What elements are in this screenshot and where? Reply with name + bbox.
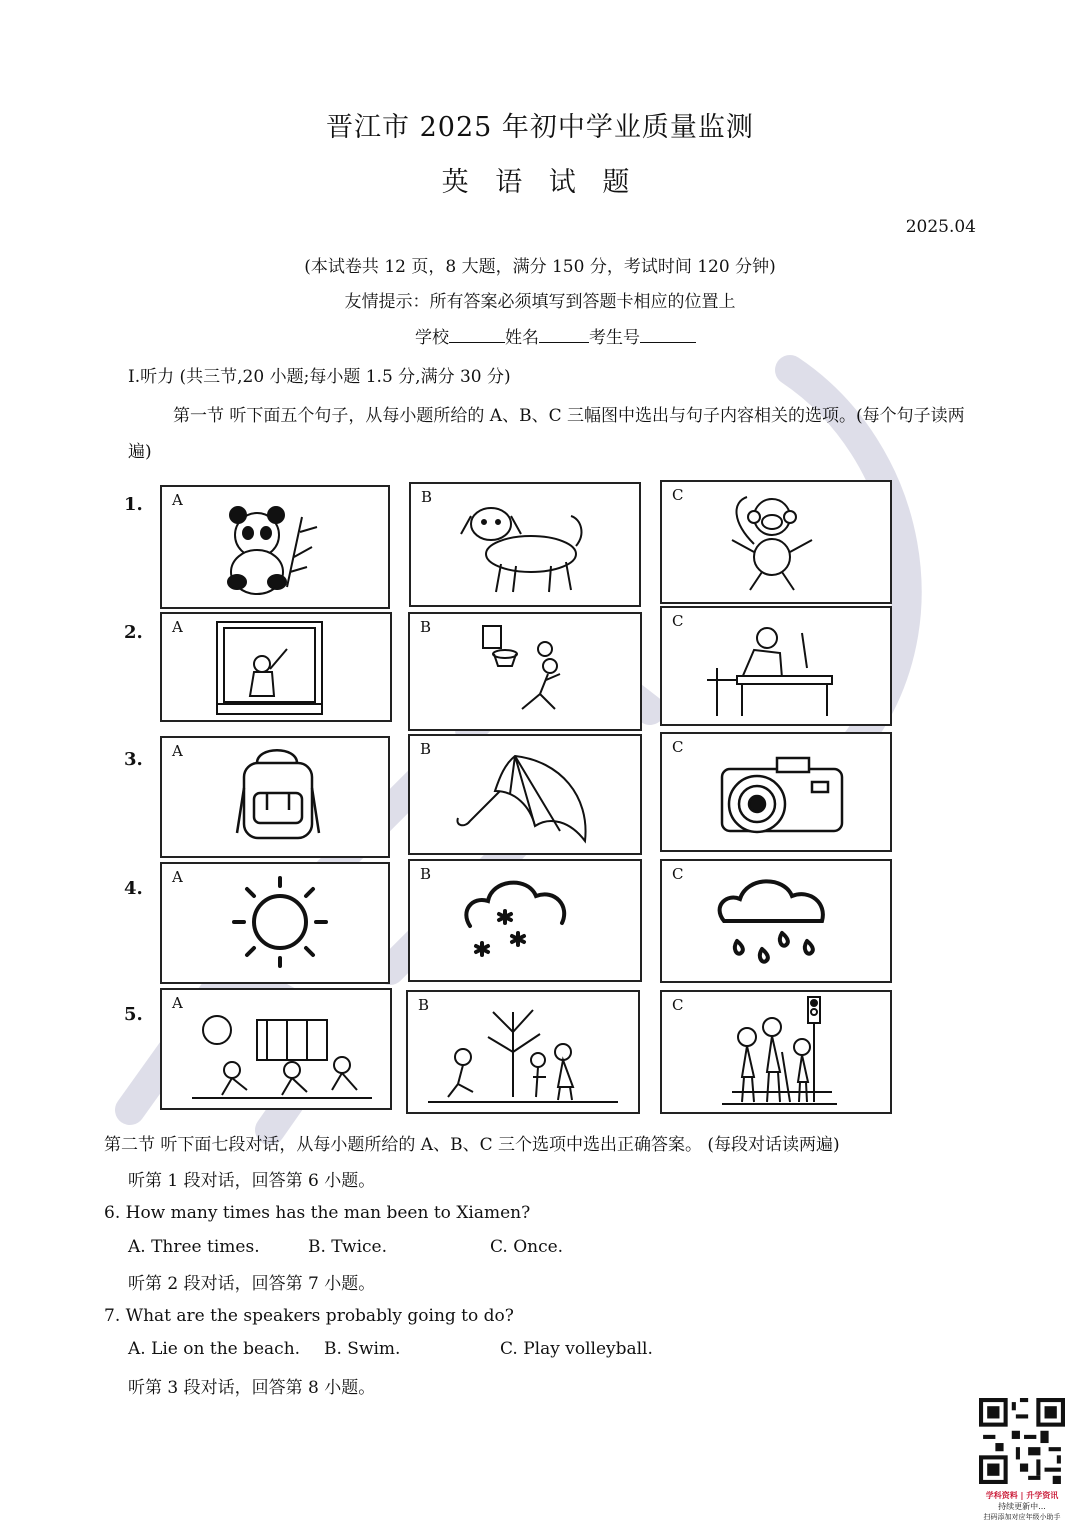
option-letter: B xyxy=(421,488,433,506)
panda-icon xyxy=(162,487,388,607)
q7-option-c[interactable]: C. Play volleyball. xyxy=(500,1339,653,1359)
option-letter: C xyxy=(672,738,684,756)
q7-option-b[interactable]: B. Swim. xyxy=(324,1339,401,1359)
q1-option-c[interactable] xyxy=(660,480,892,604)
section1-heading: Ⅰ.听力 (共三节,20 小题;每小题 1.5 分,满分 30 分) xyxy=(128,367,511,387)
snow-cloud-icon xyxy=(410,861,640,980)
option-letter: B xyxy=(420,865,432,883)
question-number: 3. xyxy=(124,749,143,770)
q2-option-a[interactable] xyxy=(160,612,392,722)
q2-option-c[interactable] xyxy=(660,606,892,726)
option-letter: C xyxy=(672,865,684,883)
name-blank[interactable] xyxy=(539,324,589,343)
q6-option-a[interactable]: A. Three times. xyxy=(128,1237,260,1257)
window-cleaning-icon xyxy=(162,614,390,720)
qr-caption-1: 学科资料 | 升学资讯 xyxy=(985,1491,1059,1500)
cleaning-park-icon xyxy=(162,990,390,1108)
qr-caption-2: 持续更新中... xyxy=(998,1502,1046,1511)
q4-option-c[interactable] xyxy=(660,859,892,983)
umbrella-icon xyxy=(410,736,640,853)
option-letter: A xyxy=(172,491,183,509)
school-blank[interactable] xyxy=(449,324,505,343)
section1-part2-instruction: 第二节 听下面七段对话，从每小题所给的 A、B、C 三个选项中选出正确答案。 (每段对话读两遍) xyxy=(104,1135,840,1155)
exam-info: (本试卷共 12 页，8 大题，满分 150 分，考试时间 120 分钟) xyxy=(304,257,776,277)
q6-option-b[interactable]: B. Twice. xyxy=(308,1237,388,1257)
q3-option-b[interactable] xyxy=(408,734,642,855)
question-number: 5. xyxy=(124,1004,143,1025)
rain-cloud-icon xyxy=(662,861,890,981)
option-letter: B xyxy=(420,618,432,636)
option-letter: C xyxy=(672,996,684,1014)
option-letter: C xyxy=(672,486,684,504)
exam-tip: 友情提示：所有答案必须填写到答题卡相应的位置上 xyxy=(344,292,736,312)
student-id-label: 考生号 xyxy=(589,328,640,348)
exam-subtitle: 英 语 试 题 xyxy=(441,167,639,198)
camera-icon xyxy=(662,734,890,850)
qr-caption-3: 扫码添加对应年级小助手 xyxy=(983,1513,1061,1521)
section1-part1-instruction: 第一节 听下面五个句子，从每小题所给的 A、B、C 三幅图中选出与句子内容相关的选项。(每个句子读两遍) xyxy=(128,406,965,462)
q5-option-a[interactable] xyxy=(160,988,392,1110)
dialog-3-note: 听第 3 段对话，回答第 8 小题。 xyxy=(128,1378,376,1398)
qr-code-icon xyxy=(979,1398,1065,1484)
qr-code-block[interactable] xyxy=(976,1398,1068,1521)
option-letter: B xyxy=(418,996,430,1014)
basketball-icon xyxy=(410,614,640,729)
q2-option-b[interactable] xyxy=(408,612,642,731)
student-fields xyxy=(415,323,696,348)
exam-title: 晋江市 2025 年初中学业质量监测 xyxy=(326,112,754,143)
option-letter: A xyxy=(172,742,183,760)
q4-option-a[interactable] xyxy=(160,862,390,984)
q5-option-b[interactable] xyxy=(406,990,640,1114)
studying-at-desk-icon xyxy=(662,608,890,724)
q4-option-b[interactable] xyxy=(408,859,642,982)
q7-option-a[interactable]: A. Lie on the beach. xyxy=(128,1339,301,1359)
question-number: 1. xyxy=(124,494,143,515)
option-letter: A xyxy=(172,994,183,1012)
q1-option-b[interactable] xyxy=(409,482,641,607)
monkey-icon xyxy=(662,482,890,602)
option-letter: C xyxy=(672,612,684,630)
option-letter: A xyxy=(172,868,183,886)
school-label: 学校 xyxy=(415,328,449,348)
question-7: 7. What are the speakers probably going to do? xyxy=(104,1306,514,1326)
question-6: 6. How many times has the man been to Xiamen? xyxy=(104,1203,531,1223)
dialog-1-note: 听第 1 段对话，回答第 6 小题。 xyxy=(128,1171,376,1191)
helping-elderly-icon xyxy=(662,992,890,1112)
q3-option-c[interactable] xyxy=(660,732,892,852)
sun-icon xyxy=(162,864,388,982)
option-letter: B xyxy=(420,740,432,758)
dialog-2-note: 听第 2 段对话，回答第 7 小题。 xyxy=(128,1274,376,1294)
question-number: 2. xyxy=(124,622,143,643)
planting-tree-icon xyxy=(408,992,638,1112)
question-number: 4. xyxy=(124,878,143,899)
exam-date: 2025.04 xyxy=(905,217,976,237)
name-label: 姓名 xyxy=(505,328,539,348)
student-id-blank[interactable] xyxy=(640,324,696,343)
q3-option-a[interactable] xyxy=(160,736,390,858)
dog-icon xyxy=(411,484,639,605)
option-letter: A xyxy=(172,618,183,636)
backpack-icon xyxy=(162,738,388,856)
q6-option-c[interactable]: C. Once. xyxy=(490,1237,564,1257)
q5-option-c[interactable] xyxy=(660,990,892,1114)
q1-option-a[interactable] xyxy=(160,485,390,609)
